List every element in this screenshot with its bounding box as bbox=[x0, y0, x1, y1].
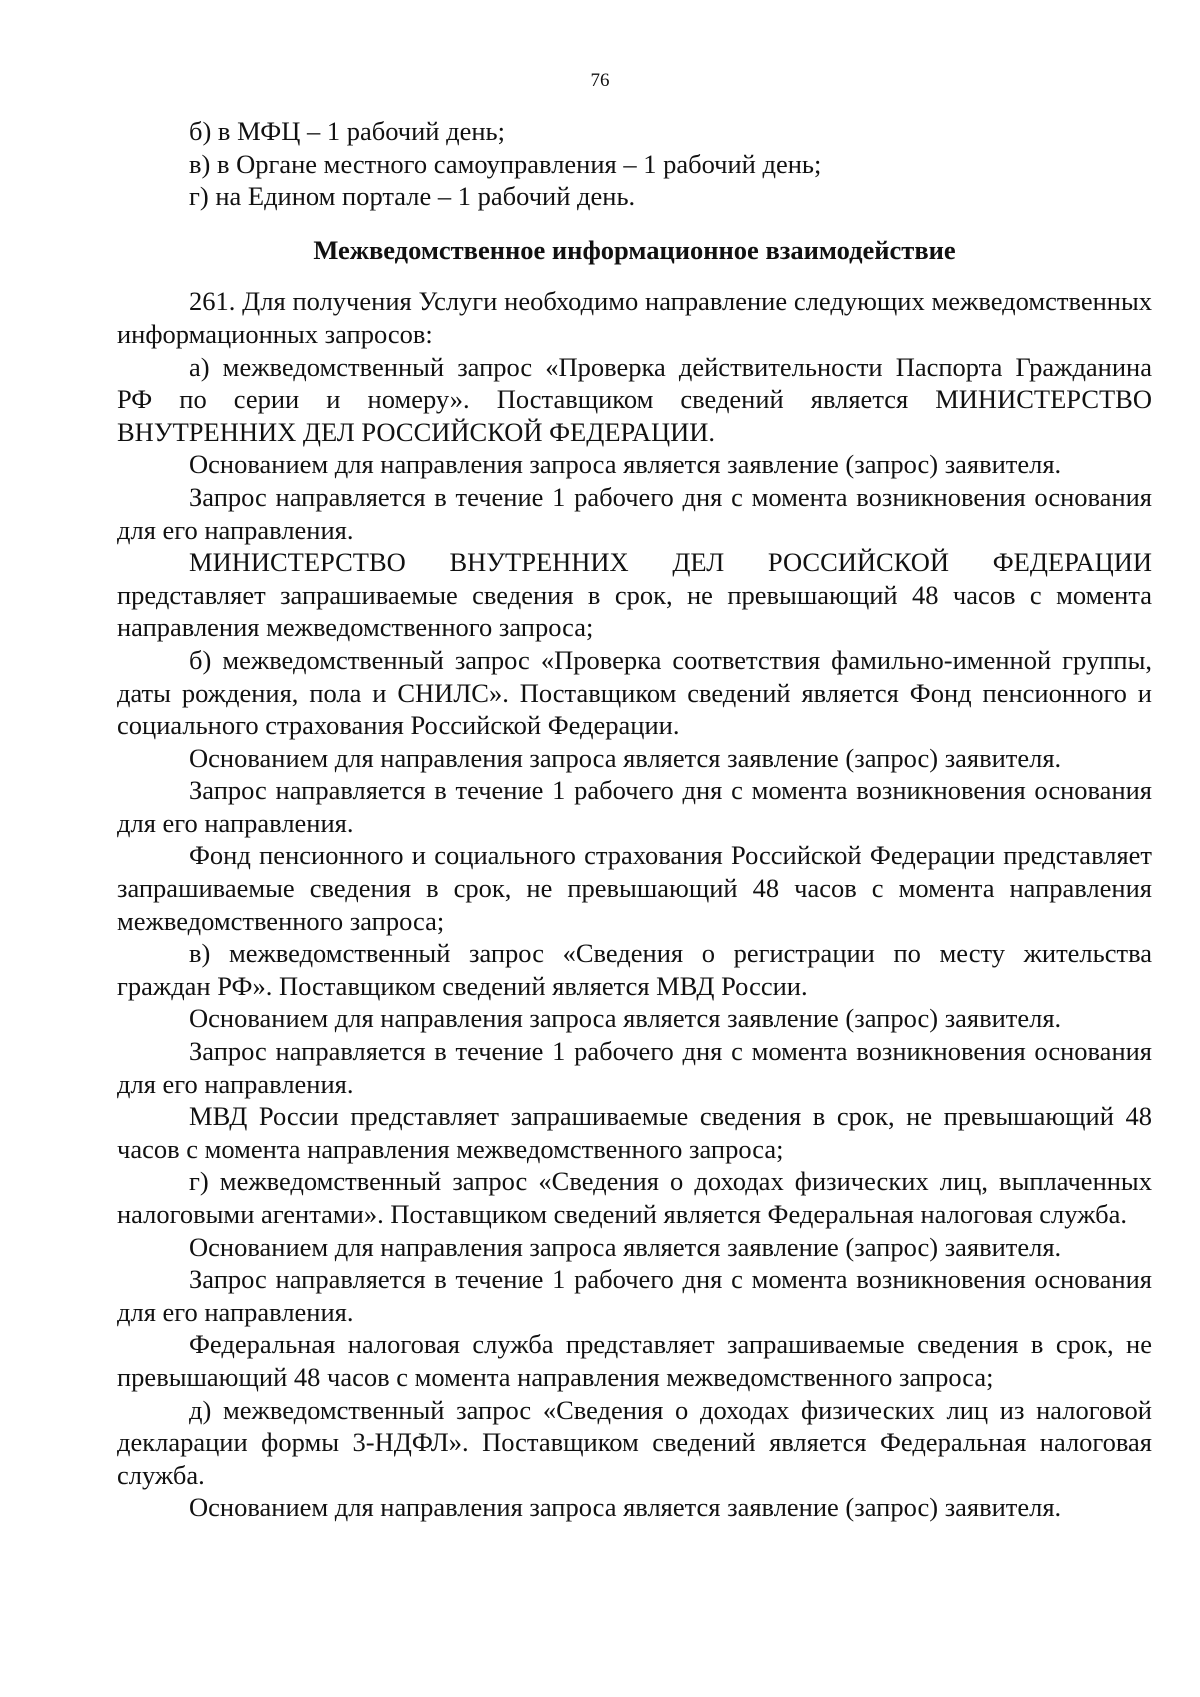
list-item: г) на Едином портале – 1 рабочий день. bbox=[189, 181, 636, 212]
paragraph: Основанием для направления запроса является заявление (запрос) заявителя. bbox=[189, 1003, 1062, 1034]
paragraph: Фонд пенсионного и социального страхования Российской Федерации представляет запрашиваемые сведения в срок, не превышающий 48 часов с момента направления межведомственного запроса; bbox=[117, 840, 1152, 936]
list-item: в) в Органе местного самоуправления – 1 рабочий день; bbox=[189, 148, 822, 179]
document-body bbox=[117, 115, 1152, 1524]
paragraph: Основанием для направления запроса является заявление (запрос) заявителя. bbox=[189, 1231, 1062, 1262]
paragraph: в) межведомственный запрос «Сведения о регистрации по месту жительства граждан РФ». Поставщиком сведений является МВД России. bbox=[117, 938, 1152, 1001]
paragraph: Основанием для направления запроса является заявление (запрос) заявителя. bbox=[189, 742, 1062, 773]
page-number: 76 bbox=[590, 70, 610, 91]
paragraph: Запрос направляется в течение 1 рабочего дня с момента возникновения основания для его направления. bbox=[117, 1036, 1152, 1099]
section-heading: Межведомственное информационное взаимодействие bbox=[313, 234, 956, 265]
paragraph: Федеральная налоговая служба представляет запрашиваемые сведения в срок, не превышающий 48 часов с момента направления межведомственного запроса; bbox=[117, 1329, 1152, 1392]
paragraph: МВД России представляет запрашиваемые сведения в срок, не превышающий 48 часов с момента направления межведомственного запроса; bbox=[117, 1101, 1152, 1164]
paragraph: Запрос направляется в течение 1 рабочего дня с момента возникновения основания для его направления. bbox=[117, 775, 1152, 838]
list-item: б) в МФЦ – 1 рабочий день; bbox=[189, 116, 505, 146]
paragraph: Основанием для направления запроса является заявление (запрос) заявителя. bbox=[189, 449, 1062, 480]
paragraph: Основанием для направления запроса является заявление (запрос) заявителя. bbox=[189, 1492, 1062, 1523]
paragraph: 261. Для получения Услуги необходимо направление следующих межведомственных информационных запросов: bbox=[117, 286, 1152, 349]
paragraph: г) межведомственный запрос «Сведения о доходах физических лиц, выплаченных налоговыми агентами». Поставщиком сведений является Федеральная налоговая служба. bbox=[117, 1166, 1152, 1229]
paragraph: а) межведомственный запрос «Проверка действительности Паспорта Гражданина РФ по серии и номеру». Поставщиком сведений является МИНИСТЕРСТВО ВНУТРЕННИХ ДЕЛ РОССИЙСКОЙ ФЕДЕРАЦИИ. bbox=[117, 351, 1152, 447]
paragraph: Запрос направляется в течение 1 рабочего дня с момента возникновения основания для его направления. bbox=[117, 481, 1152, 545]
paragraph: д) межведомственный запрос «Сведения о доходах физических лиц из налоговой декларации формы 3-НДФЛ». Поставщиком сведений является Федеральная налоговая служба. bbox=[117, 1394, 1152, 1490]
paragraph: б) межведомственный запрос «Проверка соответствия фамильно-именной группы, даты рождения, пола и СНИЛС». Поставщиком сведений является Фонд пенсионного и социального страхования Российской Федерации. bbox=[117, 644, 1152, 741]
paragraph: Запрос направляется в течение 1 рабочего дня с момента возникновения основания для его направления. bbox=[117, 1264, 1152, 1327]
paragraph: МИНИСТЕРСТВО ВНУТРЕННИХ ДЕЛ РОССИЙСКОЙ ФЕДЕРАЦИИ представляет запрашиваемые сведения в срок, не превышающий 48 часов с момента направления межведомственного запроса; bbox=[117, 547, 1152, 643]
